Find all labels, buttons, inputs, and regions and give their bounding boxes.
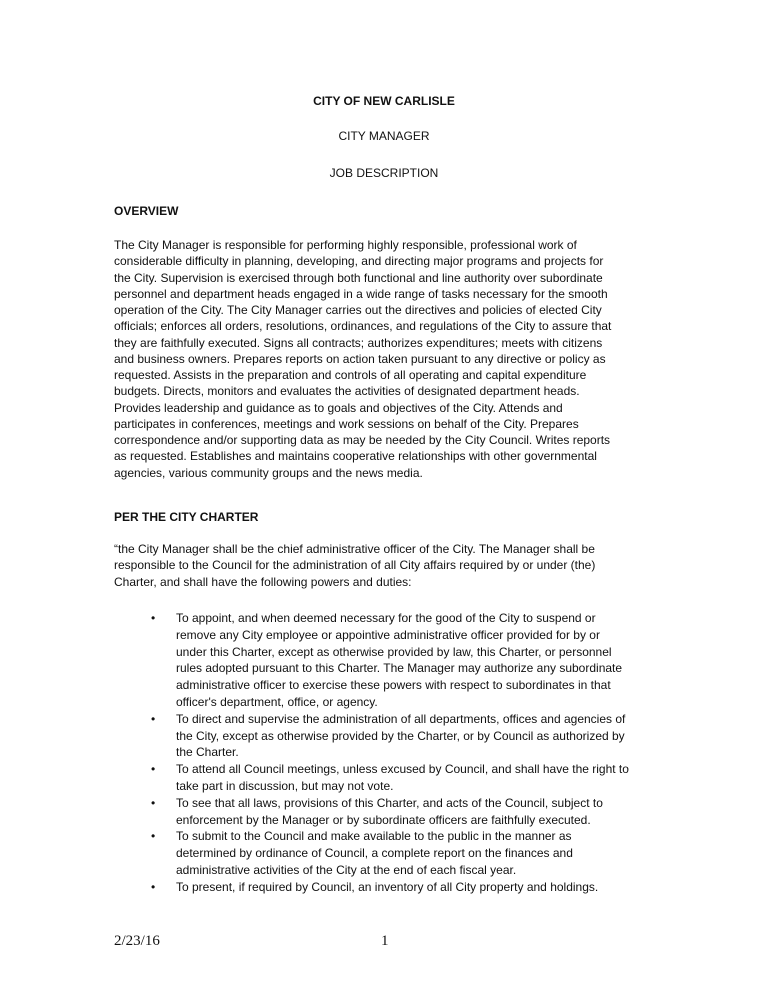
- list-item-line: To direct and supervise the administration of all departments, offices and agencies of: [176, 711, 626, 726]
- list-item-text: [176, 795, 666, 829]
- list-item-line: rules adopted pursuant to this Charter. The Manager may authorize any subordinate: [176, 661, 623, 676]
- overview-heading: OVERVIEW: [114, 204, 179, 218]
- list-item-line: the Charter.: [176, 745, 239, 760]
- overview-text-line: correspondence and/or supporting data as may be needed by the City Council. Writes reports: [114, 433, 611, 447]
- list-item-text: [176, 828, 666, 878]
- bullet-dot-icon: •: [151, 611, 156, 625]
- overview-text-line: they are faithfully executed. Signs all contracts; authorizes expenditures; meets with citizens: [114, 335, 603, 350]
- list-item-line: under this Charter, except as otherwise provided by law, this Charter, or personnel: [176, 644, 612, 659]
- list-item-text: [176, 711, 666, 761]
- bullet-dot-icon: •: [151, 795, 156, 810]
- footer-page-number: 1: [381, 933, 389, 949]
- overview-text-line: The City Manager is responsible for performing highly responsible, professional work of: [114, 238, 577, 252]
- list-item-line: the City, except as otherwise provided by the Charter, or by Council as authorized by: [176, 728, 625, 743]
- overview-text-line: requested. Assists in the preparation and controls of all operating and capital expenditure: [114, 368, 587, 382]
- list-item-line: To appoint, and when deemed necessary for the good of the City to suspend or: [176, 611, 596, 625]
- overview-text-line: operation of the City. The City Manager carries out the directives and policies of elected City: [114, 303, 602, 317]
- list-item-line: enforcement by the Manager or by subordinate officers are faithfully executed.: [176, 812, 591, 827]
- overview-text-line: budgets. Directs, monitors and evaluates the activities of designated department heads.: [114, 384, 580, 399]
- bullet-dot-icon: •: [151, 762, 156, 777]
- list-item-line: determined by ordinance of Council, a complete report on the finances and: [176, 846, 573, 861]
- list-item-line: To attend all Council meetings, unless excused by Council, and shall have the right to: [176, 762, 629, 777]
- overview-text-line: and business owners. Prepares reports on action taken pursuant to any directive or policy as: [114, 351, 606, 366]
- list-item-line: administrative activities of the City at the end of each fiscal year.: [176, 862, 517, 877]
- duties-bullet-list: [0, 610, 666, 896]
- overview-text-line: the City. Supervision is exercised through both functional and line authority over subordinate: [114, 270, 603, 285]
- list-item-line: To present, if required by Council, an inventory of all City property and holdings.: [176, 879, 599, 894]
- list-item: [0, 761, 666, 795]
- overview-text-line: Provides leadership and guidance as to goals and objectives of the City. Attends and: [114, 400, 563, 415]
- list-item-text: [176, 610, 666, 711]
- list-item: [0, 828, 666, 878]
- list-item: [0, 610, 666, 711]
- charter-intro-line: “the City Manager shall be the chief administrative officer of the City. The Manager shall be: [114, 542, 595, 556]
- bullet-dot-icon: •: [151, 879, 156, 894]
- list-item-line: To submit to the Council and make available to the public in the manner as: [176, 829, 572, 844]
- overview-paragraph: [114, 237, 654, 481]
- overview-text-line: as requested. Establishes and maintains cooperative relationships with other governmental: [114, 449, 597, 464]
- charter-intro-line: responsible to the Council for the administration of all City affairs required by or under (the): [114, 558, 596, 573]
- list-item: [0, 879, 666, 896]
- overview-text-line: considerable difficulty in planning, developing, and directing major programs and projects for: [114, 254, 604, 269]
- overview-text-line: personnel and department heads engaged in a wide range of tasks necessary for the smooth: [114, 286, 608, 301]
- list-item-line: remove any City employee or appointive administrative officer provided for by or: [176, 627, 600, 642]
- list-item-line: officer's department, office, or agency.: [176, 694, 378, 709]
- list-item-line: administrative officer to exercise these powers with respect to subordinates in that: [176, 678, 611, 693]
- list-item-line: To see that all laws, provisions of this Charter, and acts of the Council, subject to: [176, 795, 603, 810]
- charter-intro-line: Charter, and shall have the following powers and duties:: [114, 574, 412, 589]
- document-type-title: JOB DESCRIPTION: [329, 166, 439, 180]
- overview-text-line: participates in conferences, meetings and work sessions on behalf of the City. Prepares: [114, 416, 579, 431]
- list-item-text: [176, 879, 666, 896]
- footer-date: 2/23/16: [114, 933, 160, 949]
- position-title: CITY MANAGER: [338, 129, 430, 143]
- list-item-text: [176, 761, 666, 795]
- city-title: CITY OF NEW CARLISLE: [313, 94, 455, 108]
- bullet-dot-icon: •: [151, 711, 156, 726]
- list-item: [0, 711, 666, 761]
- overview-text-line: officials; enforces all orders, resolutions, ordinances, and regulations of the City to assure that: [114, 319, 612, 334]
- list-item-line: take part in discussion, but may not vote.: [176, 778, 394, 793]
- overview-text-line: agencies, various community groups and the news media.: [114, 465, 423, 480]
- list-item: [0, 795, 666, 829]
- bullet-dot-icon: •: [151, 829, 156, 844]
- charter-heading: PER THE CITY CHARTER: [114, 510, 259, 524]
- charter-intro-paragraph: [114, 541, 654, 590]
